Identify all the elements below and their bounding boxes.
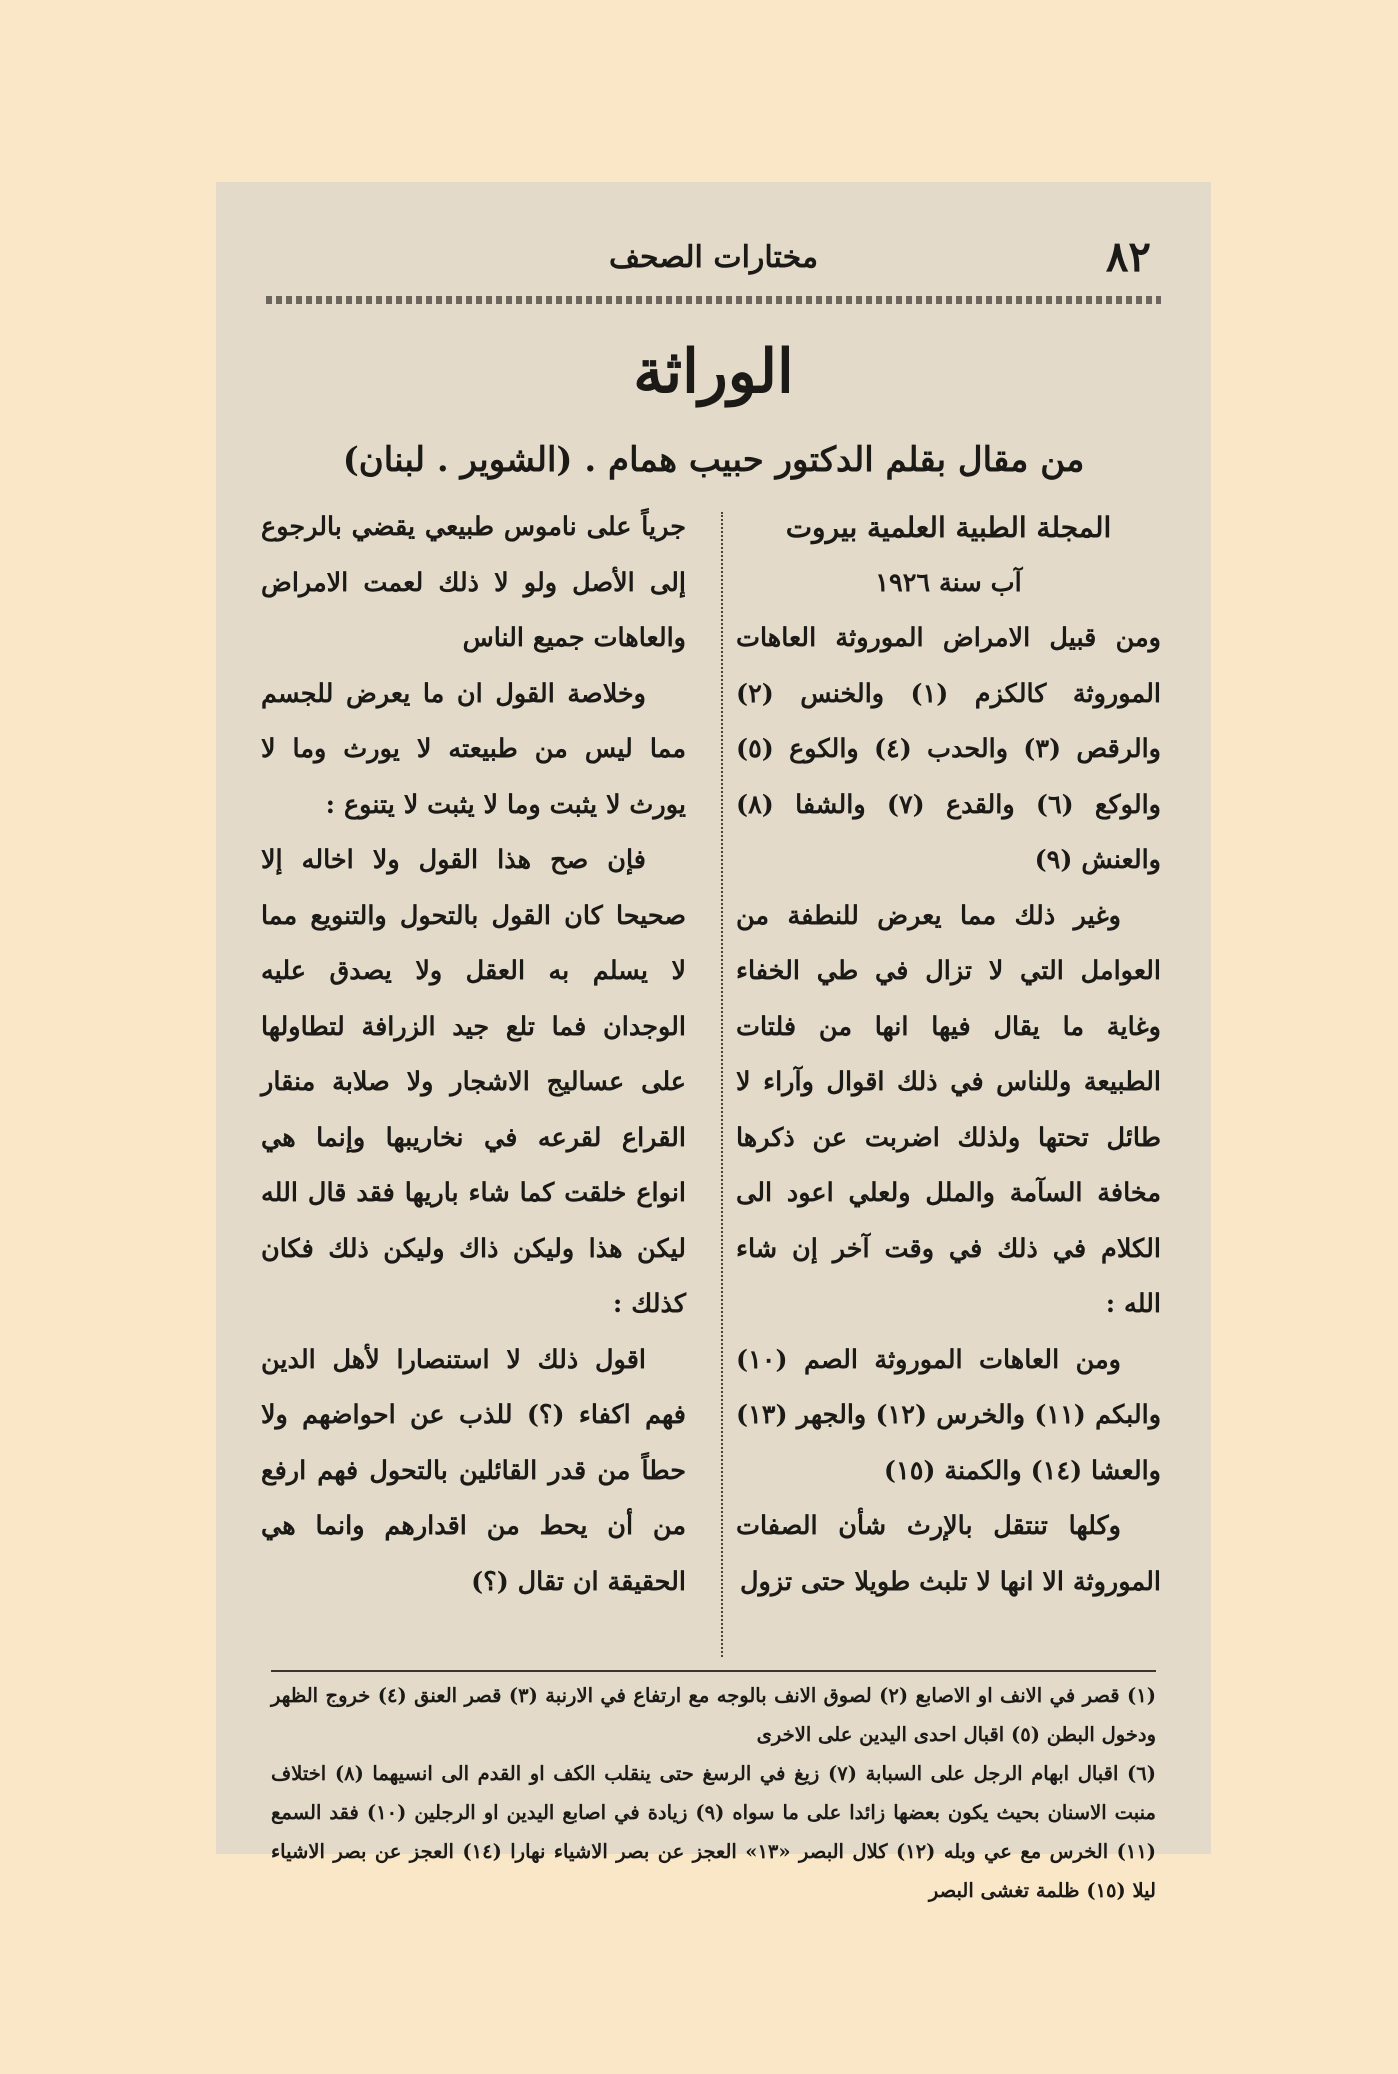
footnotes bbox=[271, 1676, 1156, 1910]
paragraph: جرياً على ناموس طبيعي يقضي بالرجوع إلى الأصل ولو لا ذلك لعمت الامراض والعاهات جميع الناس bbox=[261, 512, 686, 653]
left-column bbox=[261, 500, 686, 1610]
paragraph: فإن صح هذا القول ولا اخاله إلا صحيحا كان القول بالتحول والتنويع مما لا يسلم به العقل ولا يصدق عليه الوجدان فما تلع جيد الزرافة لتطاولها على عساليج الاشجار ولا صلابة منقار القراع لقرعه في نخاريبها وإنما هي انواع خلقت كما شاء باريها فقد قال الله ليكن هذا وليكن ذاك وليكن ذلك فكان كذلك : bbox=[261, 845, 686, 1319]
paragraph: ومن العاهات الموروثة الصم (١٠) والبكم (١١) والخرس (١٢) والجهر (١٣) والعشا (١٤) والكمنة (١٥) bbox=[736, 1344, 1162, 1486]
footnote-block: (١) قصر في الانف او الاصابع (٢) لصوق الانف بالوجه مع ارتفاع في الارنبة (٣) قصر العنق (٤) خروج الظهر ودخول البطن (٥) اقبال احدى اليدين على الاخرى bbox=[271, 1684, 1156, 1746]
wavy-rule bbox=[266, 296, 1161, 304]
footnote-rule bbox=[271, 1670, 1156, 1672]
paragraph: ومن قبيل الامراض الموروثة العاهات الموروثة كالكزم (١) والخنس (٢) والرقص (٣) والحدب (٤) والكوع (٥) والوكع (٦) والقدع (٧) والشفا (٨) والعنش (٩) bbox=[736, 623, 1161, 875]
right-column bbox=[736, 500, 1161, 1610]
source-journal: المجلة الطبية العلمية بيروت bbox=[785, 511, 1112, 544]
paragraph: اقول ذلك لا استنصارا لأهل الدين فهم اكفاء (؟) للذب عن احواضهم ولا حطاً من قدر القائلين بالتحول فهم ارفع من أن يحط من اقدارهم وانما هي الحقيقة ان تقال (؟) bbox=[261, 1344, 686, 1597]
source-date: آب سنة ١٩٢٦ bbox=[875, 567, 1022, 598]
book-page bbox=[216, 182, 1211, 1902]
footnote-block: (٦) اقبال ابهام الرجل على السبابة (٧) زيغ في الرسغ حتى ينقلب الكف او القدم الى انسيهما (٨) اختلاف منبت الاسنان بحيث يكون بعضها زائدا على ما سواه (٩) زيادة في اصابع اليدين او الرجلين (١٠) فقد السمع (١١) الخرس مع عي وبله (١٢) كلال البصر «١٣» العجز عن بصر الاشياء نهارا (١٤) العجز عن بصر الاشياء ليلا (١٥) ظلمة تغشى البصر bbox=[271, 1762, 1157, 1902]
paragraph: وكلها تنتقل بالإرث شأن الصفات الموروثة الا انها لا تلبث طويلا حتى تزول bbox=[736, 1511, 1161, 1597]
column-divider bbox=[721, 512, 723, 1657]
running-title: مختارات الصحف bbox=[608, 240, 819, 275]
paragraph: وخلاصة القول ان ما يعرض للجسم مما ليس من طبيعته لا يورث وما لا يورث لا يثبت وما لا يثبت لا يتنوع : bbox=[261, 678, 686, 820]
article-byline: من مقال بقلم الدكتور حبيب همام . (الشوير . لبنان) bbox=[342, 440, 1085, 480]
running-head bbox=[276, 232, 1151, 286]
paragraph: وغير ذلك مما يعرض للنطفة من العوامل التي لا تزال في طي الخفاء وغاية ما يقال فيها انها من فلتات الطبيعة وللناس في ذلك اقوال وآراء لا طائل تحتها ولذلك اضربت عن ذكرها مخافة السآمة والملل ولعلي اعود الى الكلام في ذلك في وقت آخر إن شاء الله : bbox=[736, 900, 1161, 1319]
page-number: ٨٢ bbox=[1105, 232, 1151, 281]
article-title: الوراثة bbox=[633, 337, 794, 407]
